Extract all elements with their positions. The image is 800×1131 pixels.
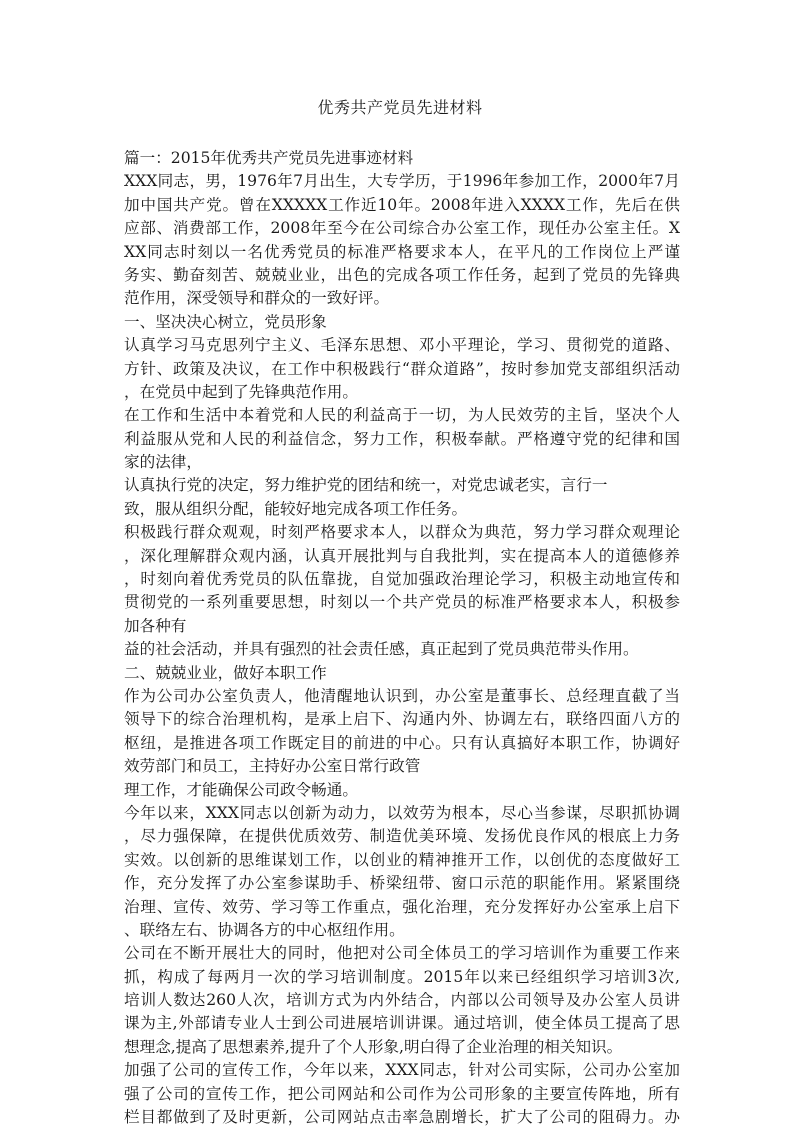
text-line: 加强了公司的宣传工作，今年以来，XXX同志，针对公司实际，公司办公室加: [124, 1061, 680, 1080]
text-line: 篇一：2015年优秀共产党员先进事迹材料: [124, 149, 414, 167]
text-line: 课为主,外部请专业人士到公司进展培训讲课。通过培训，使全体员工提高了思: [124, 1014, 680, 1033]
text-line: 枢纽，是推进各项工作既定目的前进的中心。只有认真搞好本职工作，协调好: [124, 733, 680, 752]
text-line: 领导下的综合治理机构，是承上启下、沟通内外、协调左右，联络四面八方的: [124, 710, 680, 729]
text-line: ，在党员中起到了先锋典范作用。: [124, 382, 358, 401]
text-line: XX同志时刻以一名优秀党员的标准严格要求本人，在平凡的工作岗位上严谨: [124, 242, 680, 261]
text-line: 实效。以创新的思维谋划工作，以创业的精神推开工作，以创优的态度做好工: [124, 850, 680, 869]
text-line: 贯彻党的一系列重要思想，时刻以一个共产党员的标准严格要求本人，积极参: [124, 593, 680, 612]
text-line: 认真执行党的决定，努力维护党的团结和统一，对党忠诚老实，言行一: [124, 476, 608, 495]
text-line: 家的法律，: [124, 453, 202, 472]
text-line: 治理、宣传、效劳、学习等工作重点，强化治理，充分发挥好办公室承上启下: [124, 897, 680, 916]
text-line: 、联络左右、协调各方的中心枢纽作用。: [124, 920, 405, 939]
text-line: 今年以来，XXX同志以创新为动力，以效劳为根本，尽心当参谋，尽职抓协调: [124, 803, 680, 822]
text-line: 抓，构成了每两月一次的学习培训制度。2015年以来已经组织学习培训3次,: [124, 967, 680, 986]
text-line: 利益服从党和人民的利益信念，努力工作，积极奉献。严格遵守党的纪律和国: [124, 429, 680, 448]
text-line: 作，充分发挥了办公室参谋助手、桥梁纽带、窗口示范的职能作用。紧紧围绕: [124, 874, 680, 893]
text-line: 二、兢兢业业，做好本职工作: [124, 663, 327, 682]
text-line: 想理念,提高了思想素养,提升了个人形象,明白得了企业治理的相关知识。: [124, 1037, 623, 1056]
text-line: ，尽力强保障，在提供优质效劳、制造优美环境、发扬优良作风的根底上力务: [124, 827, 680, 846]
text-line: 公司在不断开展壮大的同时，他把对公司全体员工的学习培训作为重要工作来: [124, 944, 680, 963]
text-line: 培训人数达260人次，培训方式为内外结合，内部以公司领导及办公室人员讲: [124, 991, 680, 1010]
text-line: 范作用，深受领导和群众的一致好评。: [124, 289, 390, 308]
text-line: 方针、政策及决议，在工作中积极践行“群众道路”，按时参加党支部组织活动: [124, 359, 680, 378]
text-line: 加各种有: [124, 616, 187, 635]
text-line: 认真学习马克思列宁主义、毛泽东思想、邓小平理论，学习、贯彻党的道路、: [124, 336, 680, 355]
document-body: [124, 147, 680, 1129]
document-title: 优秀共产党员先进材料: [317, 98, 483, 117]
text-line: 务实、勤奋刻苦、兢兢业业，出色的完成各项工作任务，起到了党员的先锋典: [124, 265, 680, 284]
text-line: 益的社会活动，并具有强烈的社会责任感，真正起到了党员典范带头作用。: [124, 640, 639, 659]
text-line: 栏目都做到了及时更新，公司网站点击率急剧增长，扩大了公司的阻碍力。办: [124, 1108, 680, 1127]
text-line: 理工作，才能确保公司政令畅通。: [124, 780, 358, 799]
text-line: 应部、消费部工作，2008年至今在公司综合办公室工作，现任办公室主任。X: [124, 219, 680, 238]
text-line: ，深化理解群众观内涵，认真开展批判与自我批判，实在提高本人的道德修养: [124, 546, 680, 565]
text-line: 致，服从组织分配，能较好地完成各项工作任务。: [124, 499, 468, 518]
text-line: XXX同志，男，1976年7月出生，大专学历，于1996年参加工作，2000年7月: [124, 172, 680, 191]
text-line: ，时刻向着优秀党员的队伍靠拢，自觉加强政治理论学习，积极主动地宣传和: [124, 570, 680, 589]
text-line: 效劳部门和员工，主持好办公室日常行政管: [124, 757, 421, 776]
text-line: 强了公司的宣传工作，把公司网站和公司作为公司形象的主要宣传阵地，所有: [124, 1084, 680, 1103]
text-line: 作为公司办公室负责人，他清醒地认识到，办公室是董事长、总经理直截了当: [124, 686, 680, 705]
text-line: 在工作和生活中本着党和人民的利益高于一切，为人民效劳的主旨，坚决个人: [124, 406, 680, 425]
text-line: 加中国共产党。曾在XXXXX工作近10年。2008年进入XXXX工作，先后在供: [124, 195, 680, 214]
text-line: 积极践行群众观观，时刻严格要求本人，以群众为典范，努力学习群众观理论: [124, 523, 680, 542]
text-line: 一、坚决决心树立，党员形象: [124, 312, 327, 331]
